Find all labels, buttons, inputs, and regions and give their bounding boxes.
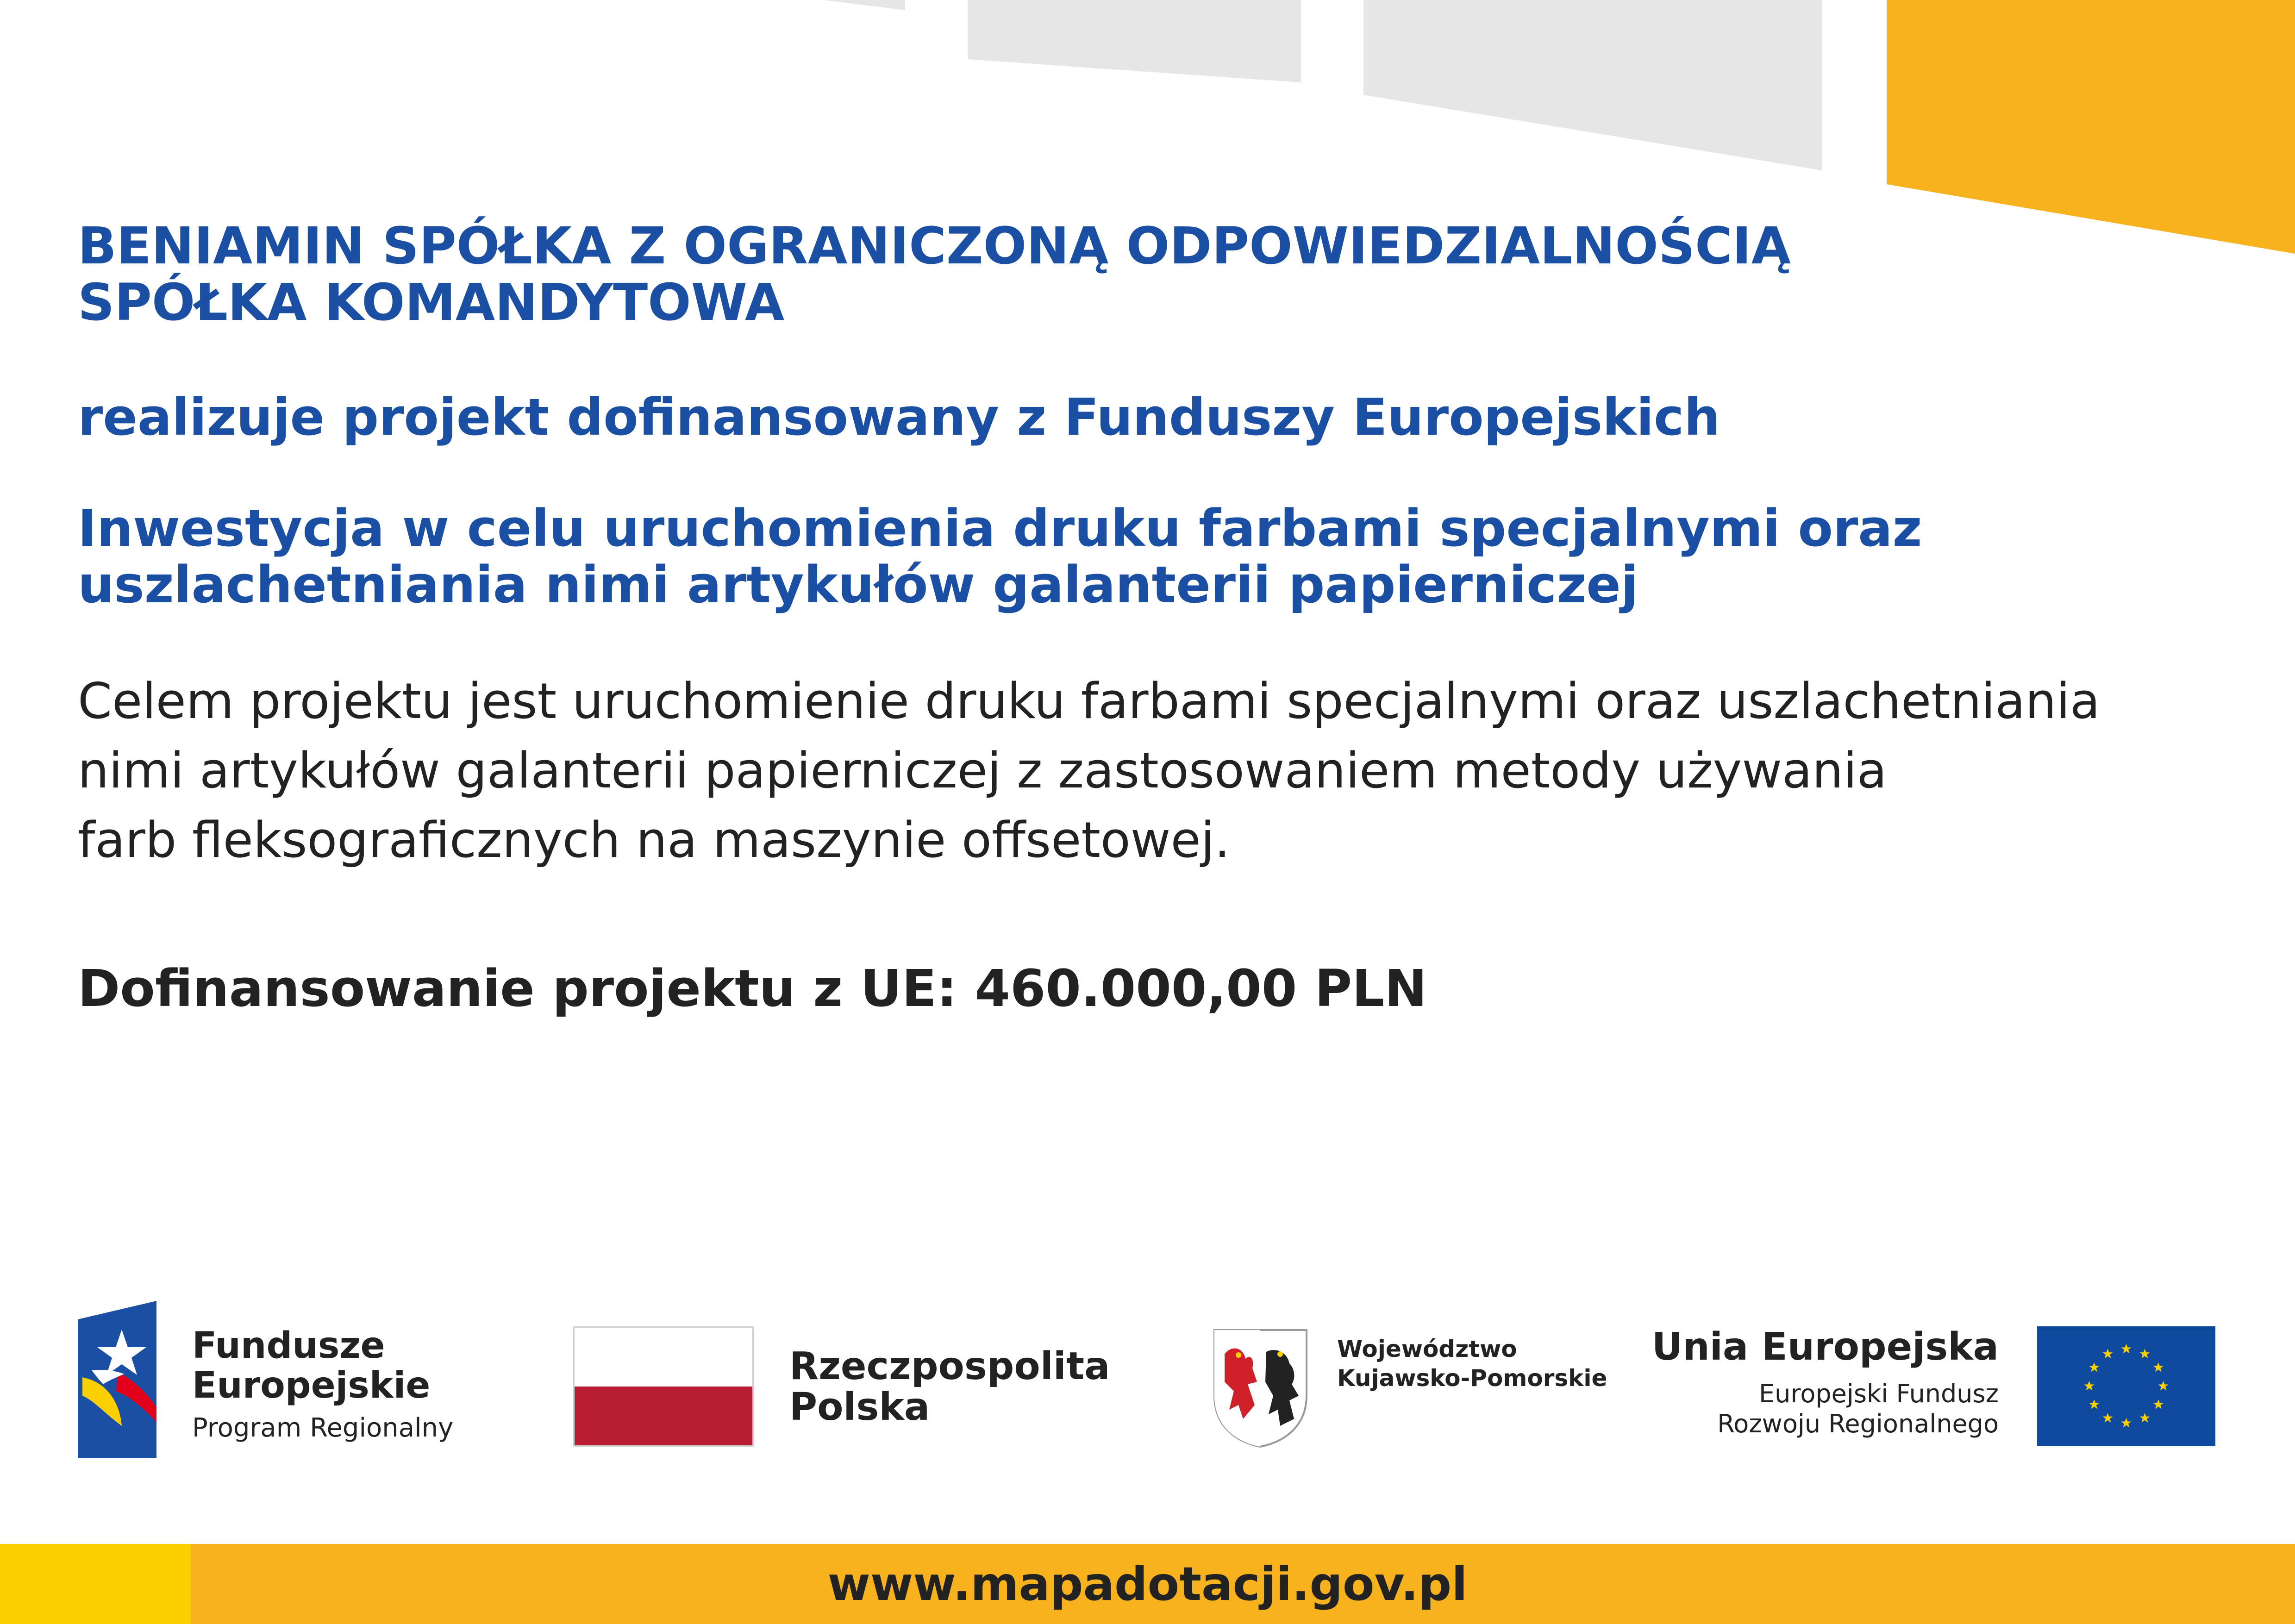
footer-url-link[interactable]: www.mapadotacji.gov.pl [827, 1557, 1468, 1611]
eu-flag-icon [2037, 1326, 2215, 1446]
description-line1: Celem projektu jest uruchomienie druku farbami specjalnymi oraz uszlachetniania [78, 673, 2100, 730]
subtitle: realizuje projekt dofinansowany z Funduszy Europejskich [78, 387, 1720, 447]
fe-name-line1: Fundusze [192, 1325, 385, 1367]
company-name-line1: BENIAMIN SPÓŁKA Z OGRANICZONĄ ODPOWIEDZIALNOŚCIĄ [78, 216, 1791, 275]
ue-fund-line2: Rozwoju Regionalnego [1717, 1409, 1999, 1438]
ue-fund-line1: Europejski Fundusz [1758, 1379, 1999, 1408]
polish-flag-icon [573, 1326, 754, 1447]
rp-name-line2: Polska [789, 1385, 930, 1429]
project-title-line2: uszlachetniania nimi artykułów galanterii papierniczej [78, 555, 1638, 614]
company-name [78, 218, 1930, 331]
ue-title: Unia Europejska [1651, 1325, 1999, 1369]
project-description [78, 667, 2254, 875]
project-title [78, 500, 2022, 613]
description-line3: farb fleksograficznych na maszynie offsetowej. [78, 812, 1230, 868]
description-line2: nimi artykułów galanterii papierniczej z zastosowaniem metody używania [78, 742, 1887, 799]
footer-bar [0, 1544, 2295, 1624]
fundusze-europejskie-logo-icon [78, 1301, 156, 1458]
funding-amount: Dofinansowanie projektu z UE: 460.000,00 PLN [78, 959, 1427, 1018]
fe-program: Program Regionalny [192, 1413, 454, 1443]
project-title-line1: Inwestycja w celu uruchomienia druku farbami specjalnymi oraz [78, 499, 1922, 558]
fe-name-line2: Europejskie [192, 1365, 431, 1406]
rp-name-line1: Rzeczpospolita [789, 1344, 1110, 1388]
kp-name-line2: Kujawsko-Pomorskie [1337, 1365, 1607, 1392]
kp-name-line1: Województwo [1337, 1336, 1517, 1362]
company-name-line2: SPÓŁKA KOMANDYTOWA [78, 273, 785, 332]
kujawsko-pomorskie-crest-icon [1211, 1326, 1310, 1449]
